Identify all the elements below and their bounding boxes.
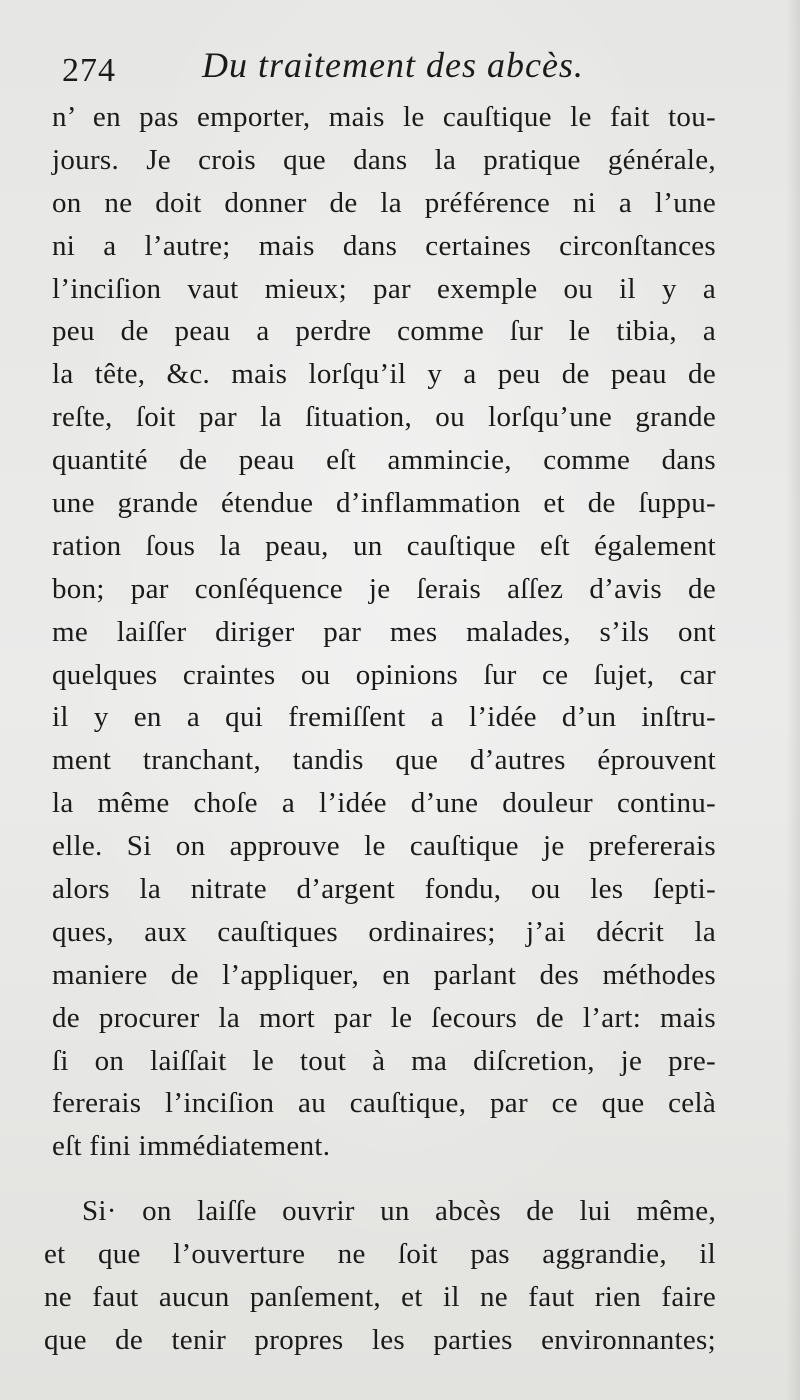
text-line: elle. Si on approuve le cauſtique je prefererais <box>52 830 716 863</box>
text-line: que de tenir propres les parties environnantes; <box>44 1323 716 1356</box>
text-line: Si· on laiſſe ouvrir un abcès de lui même, <box>82 1195 716 1227</box>
page-number: 274 <box>62 52 116 89</box>
text-line: ques, aux cauſtiques ordinaires; j’ai décrit la <box>52 915 716 948</box>
page-header <box>62 38 722 98</box>
paragraph-1 <box>52 96 716 1168</box>
text-line: fererais l’inciſion au cauſtique, par ce que celà <box>52 1087 716 1120</box>
text-line: n’ en pas emporter, mais le cauſtique le fait tou- <box>52 101 716 133</box>
text-line: ment tranchant, tandis que d’autres éprouvent <box>52 744 716 777</box>
text-line: alors la nitrate d’argent fondu, ou les ſepti- <box>52 873 716 906</box>
text-line: ſi on laiſſait le tout à ma diſcretion, je pre- <box>52 1044 716 1077</box>
text-line: quantité de peau eſt ammincie, comme dans <box>52 444 716 477</box>
text-line: me laiſſer diriger par mes malades, s’ils ont <box>52 615 716 648</box>
text-line: on ne doit donner de la préférence ni a l’une <box>52 186 716 219</box>
text-line: peu de peau a perdre comme ſur le tibia, a <box>52 315 716 348</box>
paragraph-2 <box>44 1190 716 1362</box>
text-line: une grande étendue d’inflammation et de ſuppu- <box>52 487 716 520</box>
running-title: Du traitement des abcès. <box>202 45 584 85</box>
text-line: eſt fini immédiatement. <box>52 1130 331 1163</box>
text-line: la même choſe a l’idée d’une douleur continu- <box>52 787 716 820</box>
text-line: jours. Je crois que dans la pratique générale, <box>52 143 716 176</box>
text-line: reſte, ſoit par la ſituation, ou lorſqu’une grande <box>52 401 716 434</box>
text-line: l’inciſion vaut mieux; par exemple ou il y a <box>52 272 716 305</box>
page-edge-shadow <box>786 0 800 1400</box>
text-line: et que l’ouverture ne ſoit pas aggrandie, il <box>44 1237 716 1270</box>
text-line: bon; par conſéquence je ſerais aſſez d’avis de <box>52 572 716 605</box>
text-line: ne faut aucun panſement, et il ne faut rien faire <box>44 1280 716 1313</box>
text-line: quelques craintes ou opinions ſur ce ſujet, car <box>52 658 716 691</box>
text-line: il y en a qui fremiſſent a l’idée d’un inſtru- <box>52 701 716 734</box>
text-line: ni a l’autre; mais dans certaines circonſtances <box>52 229 716 262</box>
text-line: la tête, &c. mais lorſqu’il y a peu de peau de <box>52 358 716 391</box>
text-line: de procurer la mort par le ſecours de l’art: mais <box>52 1001 716 1034</box>
text-line: maniere de l’appliquer, en parlant des méthodes <box>52 958 716 991</box>
text-line: ration ſous la peau, un cauſtique eſt également <box>52 529 716 562</box>
